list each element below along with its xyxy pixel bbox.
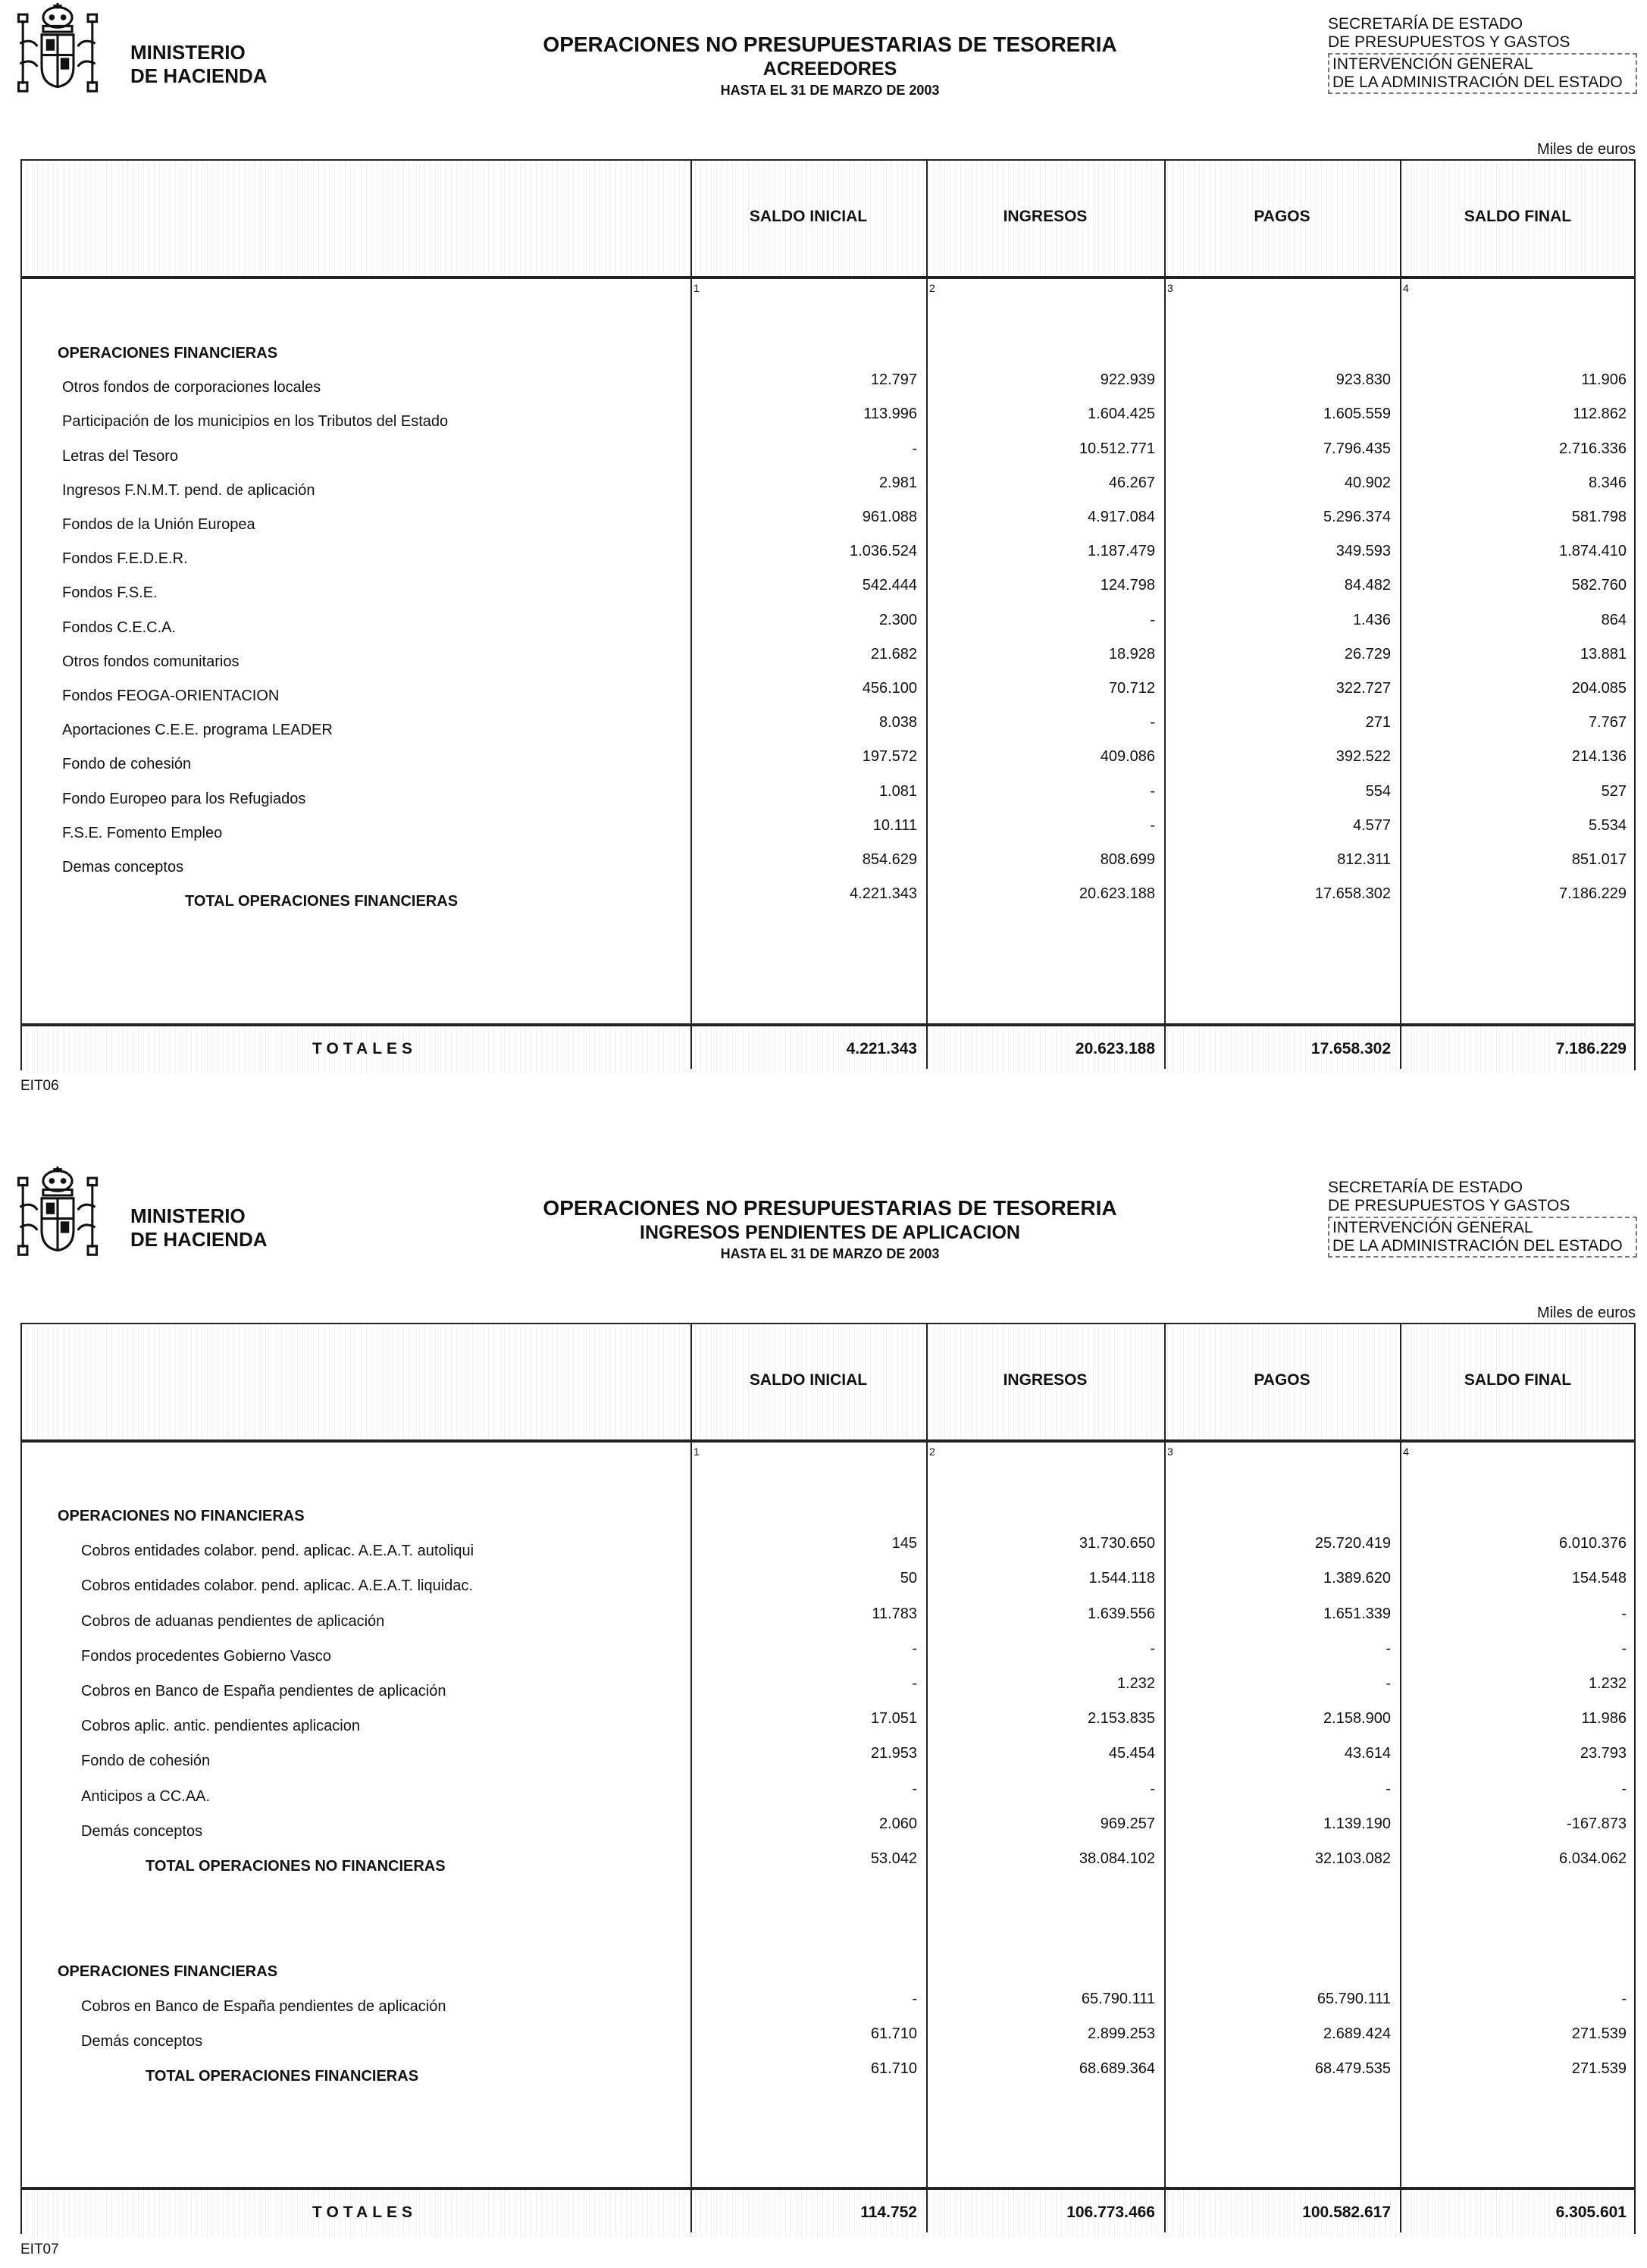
subtotal-label: TOTAL OPERACIONES FINANCIERAS [185,893,459,910]
cell-pagos: 554 [1365,782,1391,800]
cell-pagos: 1.389.620 [1323,1570,1391,1587]
table-row [22,713,1634,747]
cell-saldo-final: 851.017 [1571,851,1627,868]
report-title [455,1195,1205,1264]
cell-ingresos: 10.512.771 [1079,440,1155,457]
cell-ingresos: 46.267 [1108,474,1155,491]
table-row [22,644,1634,678]
row-label: Demás conceptos [81,2033,203,2050]
cell-saldo-inicial: 2.981 [878,474,917,491]
table-row [22,1709,1634,1743]
intervencion-line-2: DE LA ADMINISTRACIÓN DEL ESTADO [1332,1237,1623,1255]
cell-saldo-final: 11.906 [1581,371,1627,389]
cell-ingresos: 31.730.650 [1079,1535,1155,1552]
column-divider [1164,161,1166,1069]
column-number: 1 [694,282,700,294]
secretaria-line-1: SECRETARÍA DE ESTADO [1328,15,1523,33]
cell-ingresos: 922.939 [1100,371,1155,389]
table-row [22,816,1634,850]
cell-ingresos: 409.086 [1100,748,1155,766]
cell-saldo-final: 7.186.229 [1559,885,1627,903]
cell-saldo-inicial: 197.572 [862,748,917,766]
cell-saldo-final: 527 [1601,782,1627,800]
section-heading [22,1954,1634,1988]
cell-pagos: 7.796.435 [1323,440,1391,457]
cell-pagos: 26.729 [1344,645,1391,663]
cell-pagos: 2.689.424 [1323,2025,1391,2042]
cell-saldo-inicial: 961.088 [862,509,917,525]
row-label: Fondos C.E.C.A. [62,619,177,636]
cell-saldo-inicial: 8.038 [878,714,917,731]
row-label: Cobros de aduanas pendientes de aplicación [81,1612,385,1630]
cell-saldo-final: 271.539 [1571,2025,1627,2042]
row-label: Ingresos F.N.M.T. pend. de aplicación [62,481,315,499]
table-body [22,1443,1634,2187]
subtotal-row [22,1849,1634,1883]
units-label: Miles de euros [1536,141,1636,158]
total-saldo-final: 6.305.601 [1555,2204,1627,2221]
row-label: Fondos de la Unión Europea [62,516,255,533]
cell-ingresos: 1.232 [1116,1675,1155,1692]
intervencion-line-1: INTERVENCIÓN GENERAL [1332,55,1533,73]
row-label: Cobros en Banco de España pendientes de aplicación [81,1997,446,2015]
table-row [22,370,1634,404]
cell-saldo-final: 11.986 [1581,1710,1627,1728]
row-label: Fondo Europeo para los Refugiados [62,790,306,807]
report-main-title: OPERACIONES NO PRESUPUESTARIAS DE TESORERIA [543,1196,1117,1220]
total-pagos: 17.658.302 [1310,1040,1391,1057]
table-row [22,1989,1634,2023]
table-row [22,610,1634,644]
total-ingresos: 20.623.188 [1075,1040,1155,1057]
table-row [22,1814,1634,1848]
row-label: Fondos procedentes Gobierno Vasco [81,1647,331,1665]
cell-saldo-final: 6.034.062 [1559,1850,1627,1867]
section-label: OPERACIONES FINANCIERAS [58,345,278,362]
cell-saldo-inicial: 1.081 [878,782,917,800]
cell-saldo-inicial: - [912,1780,917,1797]
report-title [455,32,1205,100]
row-label: Participación de los municipios en los Tributos del Estado [62,413,449,431]
column-header-saldo-final: SALDO FINAL [1464,208,1572,225]
cell-saldo-inicial: 1.036.524 [850,543,917,560]
cell-pagos: 271 [1365,714,1391,731]
cell-saldo-final: - [1621,1780,1627,1797]
column-number: 3 [1167,282,1173,294]
cell-saldo-inicial: 113.996 [863,406,917,423]
cell-saldo-inicial: 61.710 [870,2025,917,2042]
data-table [20,1323,1636,2234]
totals-label: TOTALES [312,2204,418,2221]
table-header [22,161,1634,279]
cell-ingresos: 124.798 [1100,577,1155,594]
table-row [22,782,1634,816]
row-label: Demás conceptos [81,1822,203,1840]
cell-saldo-final: 8.346 [1588,474,1627,491]
cell-saldo-final: 1.874.410 [1559,543,1627,560]
cell-pagos: 923.830 [1335,371,1391,389]
column-divider [1400,161,1401,1069]
report-subtitle: INGRESOS PENDIENTES DE APLICACION [640,1222,1020,1243]
table-body [22,279,1634,1023]
row-label: Cobros en Banco de España pendientes de aplicación [81,1683,446,1699]
units-label: Miles de euros [1536,1305,1636,1321]
cell-saldo-final: 582.760 [1571,577,1627,594]
table-row [22,1779,1634,1813]
secretaria-line-1: SECRETARÍA DE ESTADO [1328,1179,1523,1196]
cell-ingresos: 70.712 [1108,680,1155,697]
coat-of-arms-logo [14,1164,102,1259]
cell-saldo-inicial: 854.629 [862,851,917,868]
cell-saldo-inicial: 53.042 [870,1850,917,1867]
cell-pagos: 4.577 [1352,816,1391,834]
row-label: Fondos FEOGA-ORIENTACION [62,688,280,704]
cell-pagos: 5.296.374 [1323,509,1391,525]
column-number: 4 [1403,1446,1409,1458]
subtotal-row [22,2059,1634,2093]
cell-pagos: 68.479.535 [1314,2060,1391,2078]
issuing-office [1328,15,1637,94]
cell-saldo-inicial: 12.797 [870,371,917,389]
column-header-pagos: PAGOS [1254,208,1310,225]
table-row [22,541,1634,575]
column-divider [1164,1324,1166,2232]
cell-saldo-final: - [1621,1605,1627,1622]
intervencion-box [1328,53,1637,94]
column-divider [690,1324,692,2232]
section-label: OPERACIONES FINANCIERAS [58,1963,278,1980]
cell-ingresos: - [1150,1780,1155,1797]
column-header-saldo-final: SALDO FINAL [1464,1371,1572,1389]
total-saldo-inicial: 114.752 [860,2204,917,2221]
cell-saldo-inicial: 456.100 [862,680,917,697]
cell-saldo-inicial: 145 [891,1535,917,1552]
cell-ingresos: 45.454 [1108,1745,1155,1762]
cell-pagos: 1.605.559 [1323,406,1391,423]
cell-saldo-final: 271.539 [1571,2060,1627,2078]
cell-pagos: - [1386,1675,1391,1692]
cell-pagos: 392.522 [1335,748,1391,766]
cell-saldo-inicial: 4.221.343 [850,885,917,903]
report-subtitle: ACREEDORES [762,58,897,80]
ministry-line-2: DE HACIENDA [130,64,268,87]
total-pagos: 100.582.617 [1302,2204,1391,2221]
report-date: HASTA EL 31 DE MARZO DE 2003 [720,1246,940,1261]
column-number: 4 [1403,282,1409,294]
cell-saldo-final: 112.862 [1573,406,1627,423]
table-row [22,1743,1634,1778]
cell-ingresos: 1.187.479 [1088,543,1155,560]
cell-ingresos: 20.623.188 [1079,885,1155,903]
row-label: Fondo de cohesión [81,1753,211,1770]
cell-ingresos: - [1150,782,1155,800]
cell-saldo-inicial: 61.710 [870,2060,917,2078]
row-label: Otros fondos de corporaciones locales [62,379,321,396]
table-row [22,1639,1634,1673]
table-row [22,439,1634,473]
row-label: Demas conceptos [62,859,184,876]
issuing-office [1328,1179,1637,1258]
column-divider [926,1324,928,2232]
table-row [22,404,1634,438]
data-table [20,159,1636,1070]
cell-saldo-inicial: 21.682 [870,645,917,663]
row-label: Letras del Tesoro [62,447,179,465]
totals-row [22,2187,1634,2237]
subtotal-row [22,884,1634,918]
cell-pagos: 322.727 [1335,680,1391,697]
cell-pagos: - [1386,1780,1391,1797]
table-row [22,1604,1634,1638]
report-code: EIT07 [20,2241,59,2257]
cell-saldo-inicial: 17.051 [870,1710,917,1728]
cell-saldo-inicial: 2.300 [878,611,917,628]
intervencion-box [1328,1217,1637,1258]
column-header-ingresos: INGRESOS [1003,208,1088,225]
cell-pagos: 2.158.900 [1323,1710,1391,1728]
cell-ingresos: 1.544.118 [1088,1570,1155,1587]
cell-saldo-final: 864 [1601,611,1627,628]
cell-saldo-final: 204.085 [1571,680,1627,697]
table-row [22,1568,1634,1602]
column-divider [690,161,692,1069]
cell-pagos: 25.720.419 [1314,1535,1391,1552]
ministry-line-1: MINISTERIO [130,1204,246,1227]
cell-pagos: 349.593 [1335,543,1391,560]
cell-ingresos: 68.689.364 [1079,2060,1155,2078]
report-date: HASTA EL 31 DE MARZO DE 2003 [720,83,940,98]
cell-ingresos: - [1150,611,1155,628]
cell-ingresos: 2.153.835 [1088,1710,1155,1728]
cell-saldo-inicial: 10.111 [872,816,917,834]
ministry-name [130,41,268,88]
row-label: Cobros aplic. antic. pendientes aplicacion [81,1718,360,1735]
subtotal-label: TOTAL OPERACIONES NO FINANCIERAS [146,1858,446,1875]
table-row [22,507,1634,541]
cell-pagos: 1.139.190 [1323,1815,1391,1832]
secretaria-line-2: DE PRESUPUESTOS Y GASTOS [1328,33,1570,51]
cell-saldo-inicial: - [912,440,917,457]
row-label: Fondo de cohesión [62,756,192,773]
table-header [22,1324,1634,1443]
report-code: EIT06 [20,1078,59,1094]
cell-saldo-inicial: 542.444 [862,577,917,594]
cell-ingresos: - [1150,816,1155,834]
column-header-ingresos: INGRESOS [1003,1371,1088,1389]
cell-saldo-inicial: - [912,1675,917,1692]
cell-pagos: - [1386,1640,1391,1657]
row-label: Cobros entidades colabor. pend. aplicac. A.E.A.T. liquidac. [81,1577,473,1595]
cell-saldo-final: 23.793 [1580,1745,1627,1762]
cell-ingresos: 65.790.111 [1081,1990,1155,2007]
table-row [22,575,1634,609]
table-row [22,1674,1634,1708]
cell-saldo-inicial: 21.953 [870,1745,917,1762]
column-number: 3 [1167,1446,1173,1458]
secretaria-line-2: DE PRESUPUESTOS Y GASTOS [1328,1197,1570,1214]
cell-ingresos: 1.604.425 [1088,406,1155,423]
ministry-name [130,1204,268,1251]
row-label: F.S.E. Fomento Empleo [62,824,223,841]
totals-row [22,1023,1634,1073]
cell-pagos: 43.614 [1344,1745,1391,1762]
row-label: Aportaciones C.E.E. programa LEADER [62,722,333,739]
cell-saldo-final: 2.716.336 [1559,440,1627,457]
column-divider [926,161,928,1069]
row-label: Cobros entidades colabor. pend. aplicac. A.E.A.T. autoliqui [81,1543,474,1560]
cell-saldo-final: - [1621,1640,1627,1657]
cell-pagos: 812.311 [1337,851,1391,868]
cell-pagos: 1.436 [1352,611,1391,628]
report-main-title: OPERACIONES NO PRESUPUESTARIAS DE TESORERIA [543,33,1117,56]
cell-ingresos: 2.899.253 [1088,2025,1155,2042]
cell-pagos: 84.482 [1344,577,1391,594]
total-saldo-inicial: 4.221.343 [846,1040,917,1057]
intervencion-line-2: DE LA ADMINISTRACIÓN DEL ESTADO [1332,74,1623,91]
row-label: Otros fondos comunitarios [62,653,240,670]
coat-of-arms-logo [14,0,102,96]
cell-saldo-inicial: 50 [900,1570,917,1587]
cell-saldo-inicial: 11.783 [872,1605,917,1622]
total-ingresos: 106.773.466 [1066,2204,1155,2221]
table-row [22,1533,1634,1568]
cell-saldo-final: 581.798 [1571,509,1627,525]
cell-saldo-final: -167.873 [1567,1815,1627,1832]
cell-pagos: 32.103.082 [1314,1850,1391,1867]
column-header-saldo-inicial: SALDO INICIAL [749,1371,868,1389]
cell-saldo-final: 5.534 [1588,816,1627,834]
ministry-line-1: MINISTERIO [130,41,246,64]
cell-saldo-final: 1.232 [1588,1675,1627,1692]
ministry-line-2: DE HACIENDA [130,1228,268,1251]
column-header-pagos: PAGOS [1254,1371,1310,1389]
totals-label: TOTALES [312,1040,418,1057]
column-header-saldo-inicial: SALDO INICIAL [749,208,868,225]
section-label: OPERACIONES NO FINANCIERAS [58,1508,305,1524]
section-heading [22,1499,1634,1533]
table-row [22,850,1634,884]
cell-saldo-final: 13.881 [1580,645,1627,663]
cell-pagos: 65.790.111 [1317,1990,1391,2007]
cell-ingresos: 1.639.556 [1088,1605,1155,1622]
cell-ingresos: 38.084.102 [1079,1850,1155,1867]
table-row [22,747,1634,781]
cell-ingresos: - [1150,714,1155,731]
row-label: Anticipos a CC.AA. [81,1787,211,1805]
cell-saldo-final: 154.548 [1571,1570,1627,1587]
cell-saldo-final: 214.136 [1571,748,1627,766]
cell-pagos: 17.658.302 [1314,885,1391,903]
cell-ingresos: 969.257 [1100,1815,1155,1832]
cell-pagos: 40.902 [1344,474,1391,491]
intervencion-line-1: INTERVENCIÓN GENERAL [1332,1219,1533,1236]
cell-saldo-inicial: 2.060 [878,1815,917,1832]
cell-saldo-final: 6.010.376 [1559,1535,1627,1552]
cell-saldo-inicial: - [912,1640,917,1657]
table-row [22,473,1634,507]
column-number: 2 [929,1446,935,1458]
column-divider [1400,1324,1401,2232]
spacer-row [22,1884,1634,1918]
row-label: Fondos F.S.E. [62,584,158,602]
cell-saldo-inicial: - [912,1990,917,2007]
cell-ingresos: 4.917.084 [1088,509,1155,525]
cell-ingresos: 18.928 [1108,645,1155,663]
cell-ingresos: - [1150,1640,1155,1657]
cell-saldo-final: - [1621,1990,1627,2007]
table-row [22,678,1634,713]
table-row [22,2024,1634,2058]
column-number: 1 [694,1446,700,1458]
spacer-row [22,1919,1634,1953]
section-heading [22,336,1634,370]
subtotal-label: TOTAL OPERACIONES FINANCIERAS [146,2068,419,2085]
total-saldo-final: 7.186.229 [1555,1040,1627,1057]
cell-pagos: 1.651.339 [1323,1605,1391,1622]
column-number: 2 [929,282,935,294]
cell-saldo-final: 7.767 [1588,714,1627,731]
row-label: Fondos F.E.D.E.R. [62,550,188,568]
cell-ingresos: 808.699 [1100,851,1155,868]
